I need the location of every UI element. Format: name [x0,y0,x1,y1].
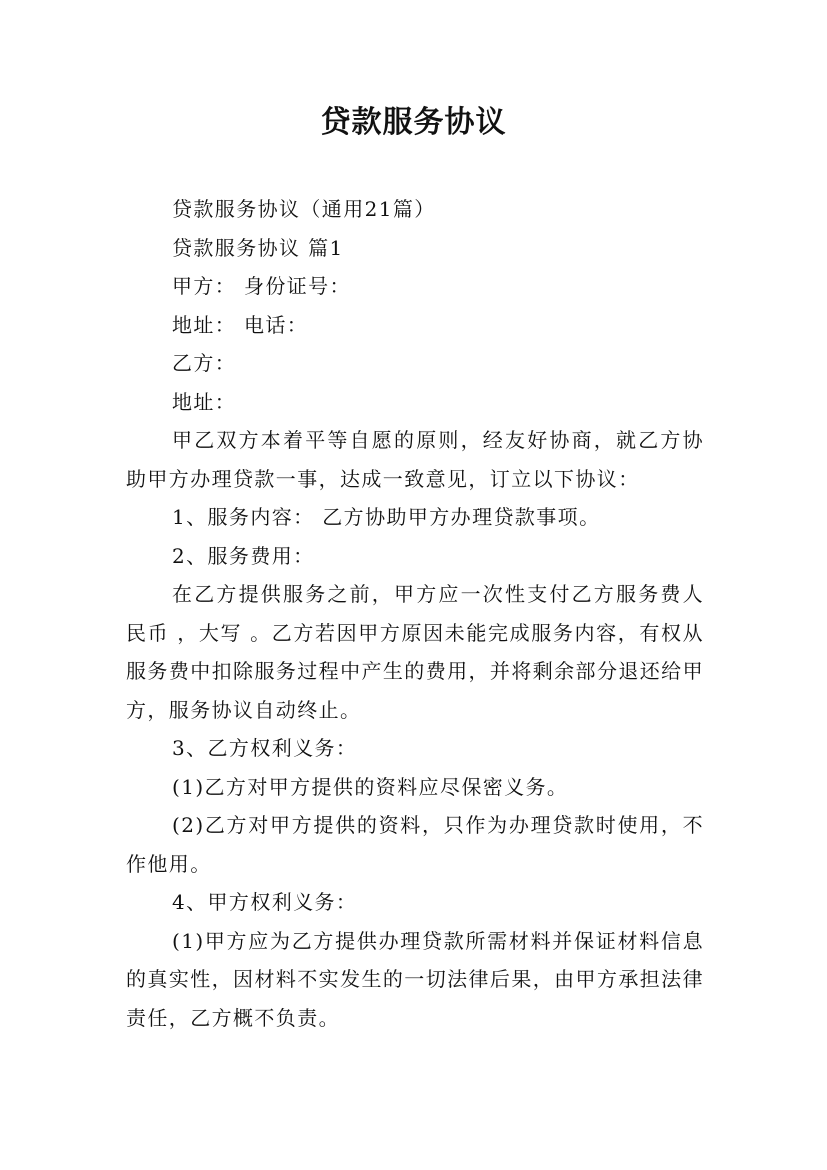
paragraph-party-b-rights-heading: 3、乙方权利义务： [172,736,358,760]
document-body [126,190,704,1037]
paragraph-article-title: 贷款服务协议 篇1 [172,235,344,260]
paragraph-party-a-address: 地址： 电话： [172,312,309,337]
paragraph-party-b-rights-1: (1)乙方对甲方提供的资料应尽保密义务。 [172,774,569,799]
paragraph-party-a-rights-heading: 4、甲方权利义务： [172,890,358,914]
paragraph-service-fee-body: 在乙方提供服务之前，甲方应一次性支付乙方服务费人民币 ，大写 。乙方若因甲方原因未能完成服务内容，有权从服务费中扣除服务过程中产生的费用，并将剩余部分退还给甲方，服务协议自动终止。 [126,582,704,722]
paragraph-party-a-id: 甲方： 身份证号： [172,274,351,298]
paragraph-party-b-rights-2: (2)乙方对甲方提供的资料，只作为办理贷款时使用，不作他用。 [126,813,704,876]
paragraph-party-b-address: 地址： [172,389,237,414]
paragraph-heading: 贷款服务协议（通用21篇） [172,197,436,221]
document-title: 贷款服务协议 [320,105,507,140]
paragraph-party-b: 乙方： [172,351,237,375]
paragraph-service-fee-heading: 2、服务费用： [172,543,315,568]
paragraph-preamble: 甲乙双方本着平等自愿的原则，经友好协商，就乙方协助甲方办理贷款一事，达成一致意见，订立以下协议： [126,428,704,491]
paragraph-party-a-rights-1: (1)甲方应为乙方提供办理贷款所需材料并保证材料信息的真实性，因材料不实发生的一切法律后果，由甲方承担法律责任，乙方概不负责。 [126,928,704,1030]
paragraph-service-content: 1、服务内容： 乙方协助甲方办理贷款事项。 [172,505,601,529]
